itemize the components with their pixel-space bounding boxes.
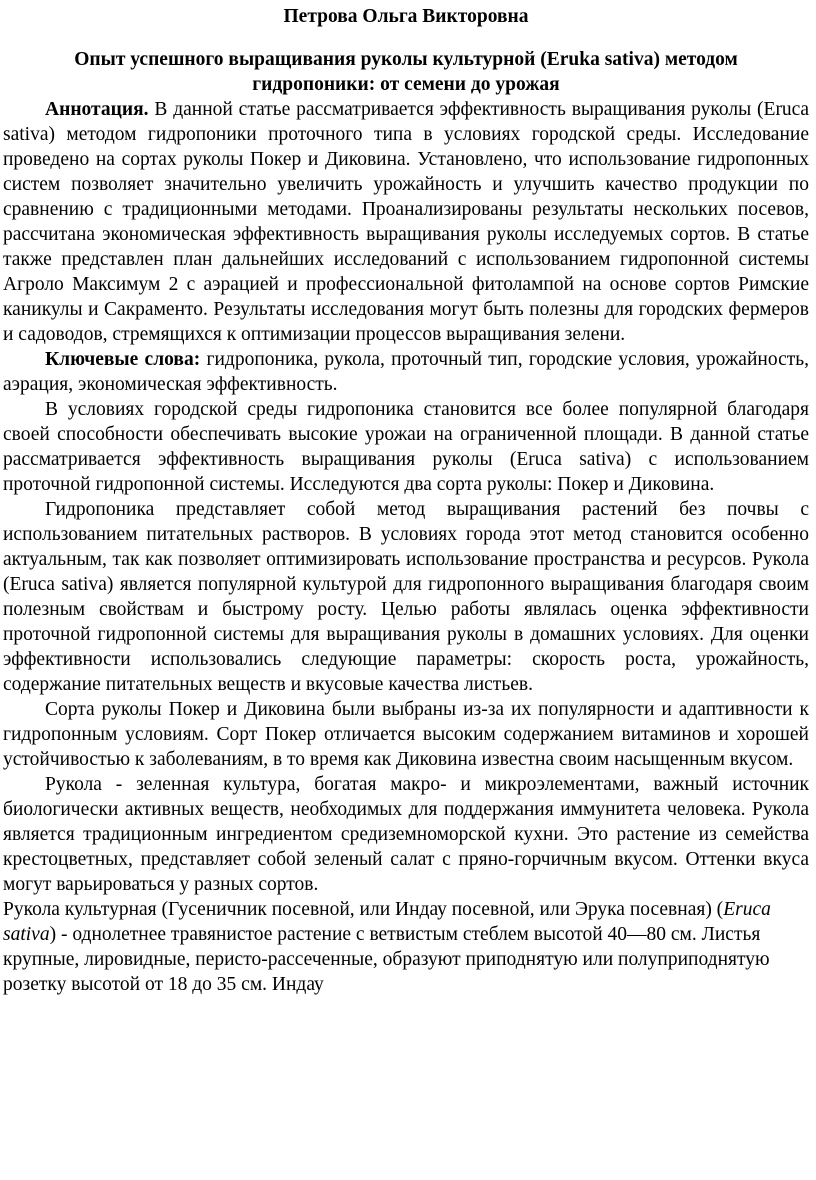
author-name: Петрова Ольга Викторовна — [283, 6, 529, 27]
last-paragraph-start: Рукола культурная (Гусеничник посевной, или Индау посевной, или Эрука посевная) ( — [3, 899, 724, 920]
keywords-paragraph — [3, 347, 809, 397]
body-paragraph: Рукола - зеленная культура, богатая макро- и микроэлементами, важный источник биологически активных веществ, необходимых для поддержания иммунитета человека. Рукола является традиционным ингредиентом средиземноморской кухни. Это растение из семейства крестоцветных, представляет собой зеленый салат с пряно-горчичным вкусом. Оттенки вкуса могут варьироваться у разных сортов. — [3, 774, 809, 895]
body-paragraph-last — [3, 897, 809, 997]
keywords-text: гидропоника, рукола, проточный тип, городские условия, урожайность, аэрация, экономическая эффективность. — [3, 349, 810, 395]
body-paragraph: Гидропоника представляет собой метод выращивания растений без почвы с использованием питательных растворов. В условиях города этот метод становится особенно актуальным, так как позволяет оптимизировать использование пространства и ресурсов. Рукола (Eruca sativa) является популярной культурой для гидропонного выращивания благодаря своим полезным свойствам и быстрому росту. Целью работы являлась оценка эффективности проточной гидропонной системы для выращивания руколы в домашних условиях. Для оценки эффективности использовались следующие параметры: скорость роста, урожайность, содержание питательных веществ и вкусовые качества листьев. — [3, 499, 809, 695]
article-title: Опыт успешного выращивания руколы культурной (Eruka sativa) методом гидропоники: от семени до урожая — [74, 49, 738, 95]
last-paragraph-rest: ) - однолетнее травянистое растение с ветвистым стеблем высотой 40—80 см. Листья крупные, лировидные, перисто-рассеченные, образуют приподнятую или полуприподнятую розетку высотой от 18 до 35 см. Индау — [3, 924, 770, 995]
abstract-text: В данной статье рассматривается эффективность выращивания руколы (Eruca sativa) методом гидропоники проточного типа в условиях городской среды. Исследование проведено на сортах руколы Покер и Диковина. Установлено, что использование гидропонных систем позволяет значительно увеличить урожайность и улучшить качество продукции по сравнению с традиционными методами. Проанализированы результаты нескольких посевов, рассчитана экономическая эффективность выращивания руколы исследуемых сортов. В статье также представлен план дальнейших исследований с использованием гидропонной системы Агроло Максимум 2 с аэрацией и профессиональной фитолампой на основе сортов Римские каникулы и Сакраменто. Результаты исследования могут быть полезны для городских фермеров и садоводов, стремящихся к оптимизации процессов выращивания зелени. — [3, 99, 809, 345]
body-paragraph: Сорта руколы Покер и Диковина были выбраны из-за их популярности и адаптивности к гидропонным условиям. Сорт Покер отличается высоким содержанием витаминов и хорошей устойчивостью к заболеваниям, в то время как Диковина известна своим насыщенным вкусом. — [3, 699, 809, 770]
abstract-paragraph — [3, 97, 809, 347]
latin-name: Eruca sativa — [3, 899, 771, 945]
abstract-label: Аннотация. — [45, 99, 149, 120]
keywords-label: Ключевые слова: — [45, 349, 201, 370]
body-paragraph: В условиях городской среды гидропоника становится все более популярной благодаря своей способности обеспечивать высокие урожаи на ограниченной площади. В данной статье рассматривается эффективность выращивания руколы (Eruca sativa) с использованием проточной гидропонной системы. Исследуются два сорта руколы: Покер и Диковина. — [3, 399, 809, 495]
